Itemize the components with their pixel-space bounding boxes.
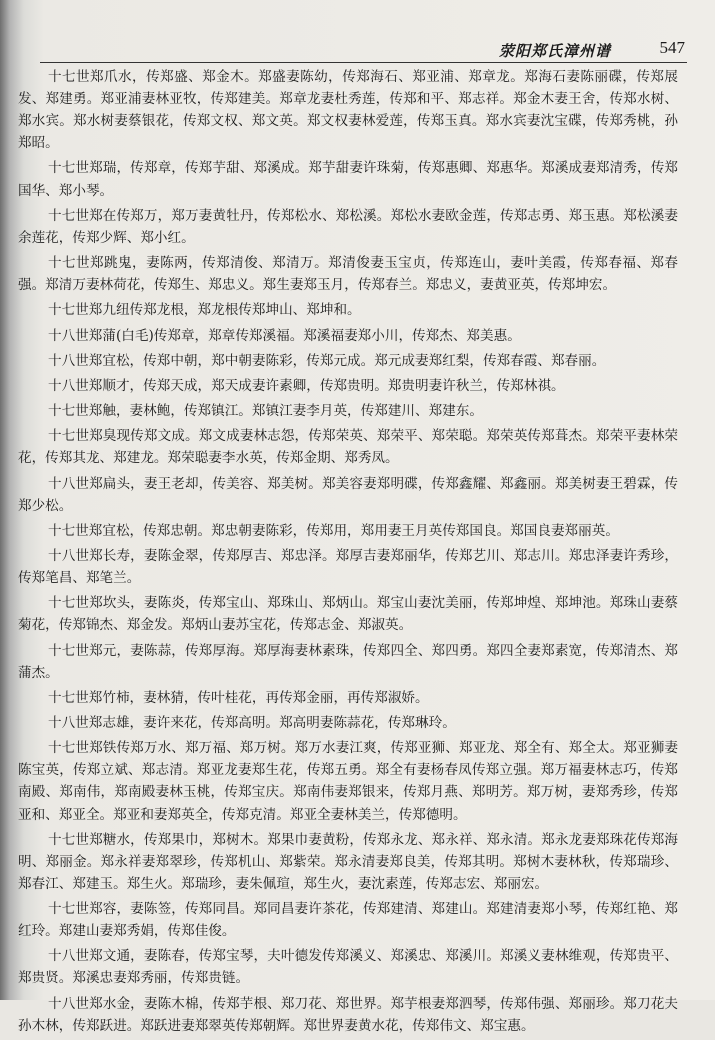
genealogy-entry: 十七世郑臭现传郑文成。郑文成妻林志怨，传郑荣英、郑荣平、郑荣聪。郑荣英传郑葺杰。郑荣平妻林荣花，传郑其龙、郑建龙。郑荣聪妻李水英，传郑金期、郑秀凤。 (18, 428, 678, 467)
genealogy-entry: 十七世郑瑞，传郑章，传郑芋甜、郑溪成。郑芋甜妻许珠菊，传郑惠卿、郑惠华。郑溪成妻郑清秀，传郑国华、郑小琴。 (18, 160, 678, 199)
genealogy-entry: 十七世郑坎头，妻陈炎，传郑宝山、郑珠山、郑炳山。郑宝山妻沈美丽，传郑坤煌、郑坤池。郑珠山妻蔡菊花，传郑锦杰、郑金发。郑炳山妻苏宝花，传郑志金、郑淑英。 (18, 595, 678, 634)
genealogy-entry: 十八世郑扁头，妻王老却，传美容、郑美树。郑美容妻郑明碟，传郑鑫耀、郑鑫丽。郑美树妻王碧霖，传郑少松。 (18, 475, 678, 514)
genealogy-entry: 十七世郑跳鬼，妻陈两，传郑清俊、郑清万。郑清俊妻玉宝贞，传郑连山，妻叶美霞，传郑春福、郑春强。郑清万妻林荷花，传郑生、郑忠义。郑生妻郑玉月，传郑春兰。郑忠义，妻黄亚英，传郑坤宏。 (18, 255, 678, 294)
genealogy-entry: 十八世郑蒲(白毛)传郑章，郑章传郑溪福。郑溪福妻郑小川，传郑杰、郑美惠。 (48, 327, 521, 344)
genealogy-entry: 十八世郑长寿，妻陈金翠，传郑厚吉、郑忠泽。郑厚吉妻郑丽华，传郑艺川、郑志川。郑忠泽妻许秀珍，传郑笔昌、郑笔兰。 (18, 548, 678, 587)
genealogy-entry: 十七世郑触，妻林鲍，传郑镇江。郑镇江妻李月英，传郑建川、郑建东。 (48, 403, 483, 420)
genealogy-entry: 十七世郑爪水，传郑盛、郑金木。郑盛妻陈幼，传郑海石、郑亚浦、郑章龙。郑海石妻陈丽碟，传郑展发、郑建勇。郑亚浦妻林亚牧，传郑建美。郑章龙妻杜秀莲，传郑和平、郑志祥。郑金木妻王舍，传郑水树、郑水宾。郑水树妻蔡银花，传郑文权、郑文英。郑文权妻林爱莲，传郑玉真。郑水宾妻沈宝碟，传郑秀桃，孙郑昭。 (18, 69, 678, 152)
genealogy-entry: 十八世郑志雄，妻许来花，传郑高明。郑高明妻陈蒜花，传郑琳玲。 (48, 715, 456, 732)
page-number: 547 (659, 38, 685, 57)
genealogy-entry: 十七世郑容，妻陈签，传郑同昌。郑同昌妻许茶花，传郑建清、郑建山。郑建清妻郑小琴，传郑红艳、郑红玲。郑建山妻郑秀娟，传郑佳俊。 (18, 901, 678, 940)
genealogy-entry: 十七世郑宜松，传郑忠朝。郑忠朝妻陈彩，传郑用，郑用妻王月英传郑国良。郑国良妻郑丽英。 (48, 522, 619, 539)
genealogy-entry: 十七世郑九纽传郑龙根，郑龙根传郑坤山、郑坤和。 (48, 302, 361, 319)
genealogy-entry: 十八世郑宜松，传郑中朝，郑中朝妻陈彩，传郑元成。郑元成妻郑红梨，传郑春霞、郑春丽。 (48, 352, 606, 369)
genealogy-entry: 十七世郑竹柿，妻林猜，传叶桂花，再传郑金丽，再传郑淑娇。 (48, 689, 429, 706)
genealogy-entry: 十八世郑水金，妻陈木棉，传郑芋根、郑刀花、郑世界。郑芋根妻郑泗琴，传郑伟强、郑丽珍。郑刀花夫孙木林，传郑跃进。郑跃进妻郑翠英传郑朝辉。郑世界妻黄水花，传郑伟文、郑宝惠。 (18, 995, 678, 1034)
genealogy-entry: 十七世郑糖水，传郑果巾，郑树木。郑果巾妻黄粉，传郑永龙、郑永祥、郑永清。郑永龙妻郑珠花传郑海明、郑丽金。郑永祥妻郑翠珍，传郑机山、郑紫荣。郑永清妻郑良美，传郑其明。郑树木妻林秋，传郑瑞珍、郑春江、郑建玉。郑生火。郑瑞珍，妻朱佩瑄，郑生火，妻沈素莲，传郑志宏、郑丽宏。 (18, 831, 678, 892)
genealogy-entry: 十八世郑顺才，传郑天成，郑天成妻许素卿，传郑贵明。郑贵明妻许秋兰，传郑林祺。 (48, 377, 565, 394)
genealogy-text (10, 66, 678, 1040)
genealogy-entry: 十八世郑文通，妻陈春，传郑宝琴，夫叶德发传郑溪义、郑溪忠、郑溪川。郑溪义妻林维观，传郑贵平、郑贵贤。郑溪忠妻郑秀丽，传郑贵链。 (18, 948, 678, 987)
genealogy-entry: 十七世郑元，妻陈蒜，传郑厚海。郑厚海妻林素珠，传郑四全、郑四勇。郑四全妻郑素宽，传郑清杰、郑蒲杰。 (18, 642, 678, 681)
header-rule (40, 62, 687, 63)
genealogy-entry: 十七世郑铁传郑万水、郑万福、郑万树。郑万水妻江爽，传郑亚狮、郑亚龙、郑全有、郑全太。郑亚狮妻陈宝英，传郑立斌、郑志清。郑亚龙妻郑生花，传郑五勇。郑全有妻杨春凤传郑立强。郑万福妻林志巧，传郑南殿、郑南伟，郑南殿妻林玉桃，传郑宝庆。郑南伟妻郑银来，传郑月燕、郑明芳。郑万树，妻郑秀珍，传郑亚和、郑亚全。郑亚和妻郑英全，传郑克清。郑亚全妻林美兰，传郑德明。 (18, 740, 678, 823)
running-header: 荥阳郑氏漳州谱 (498, 42, 611, 60)
genealogy-entry: 十七世郑在传郑万，郑万妻黄牡丹，传郑松水、郑松溪。郑松水妻欧金莲，传郑志勇、郑玉惠。郑松溪妻余莲花，传郑少辉、郑小红。 (18, 207, 678, 246)
